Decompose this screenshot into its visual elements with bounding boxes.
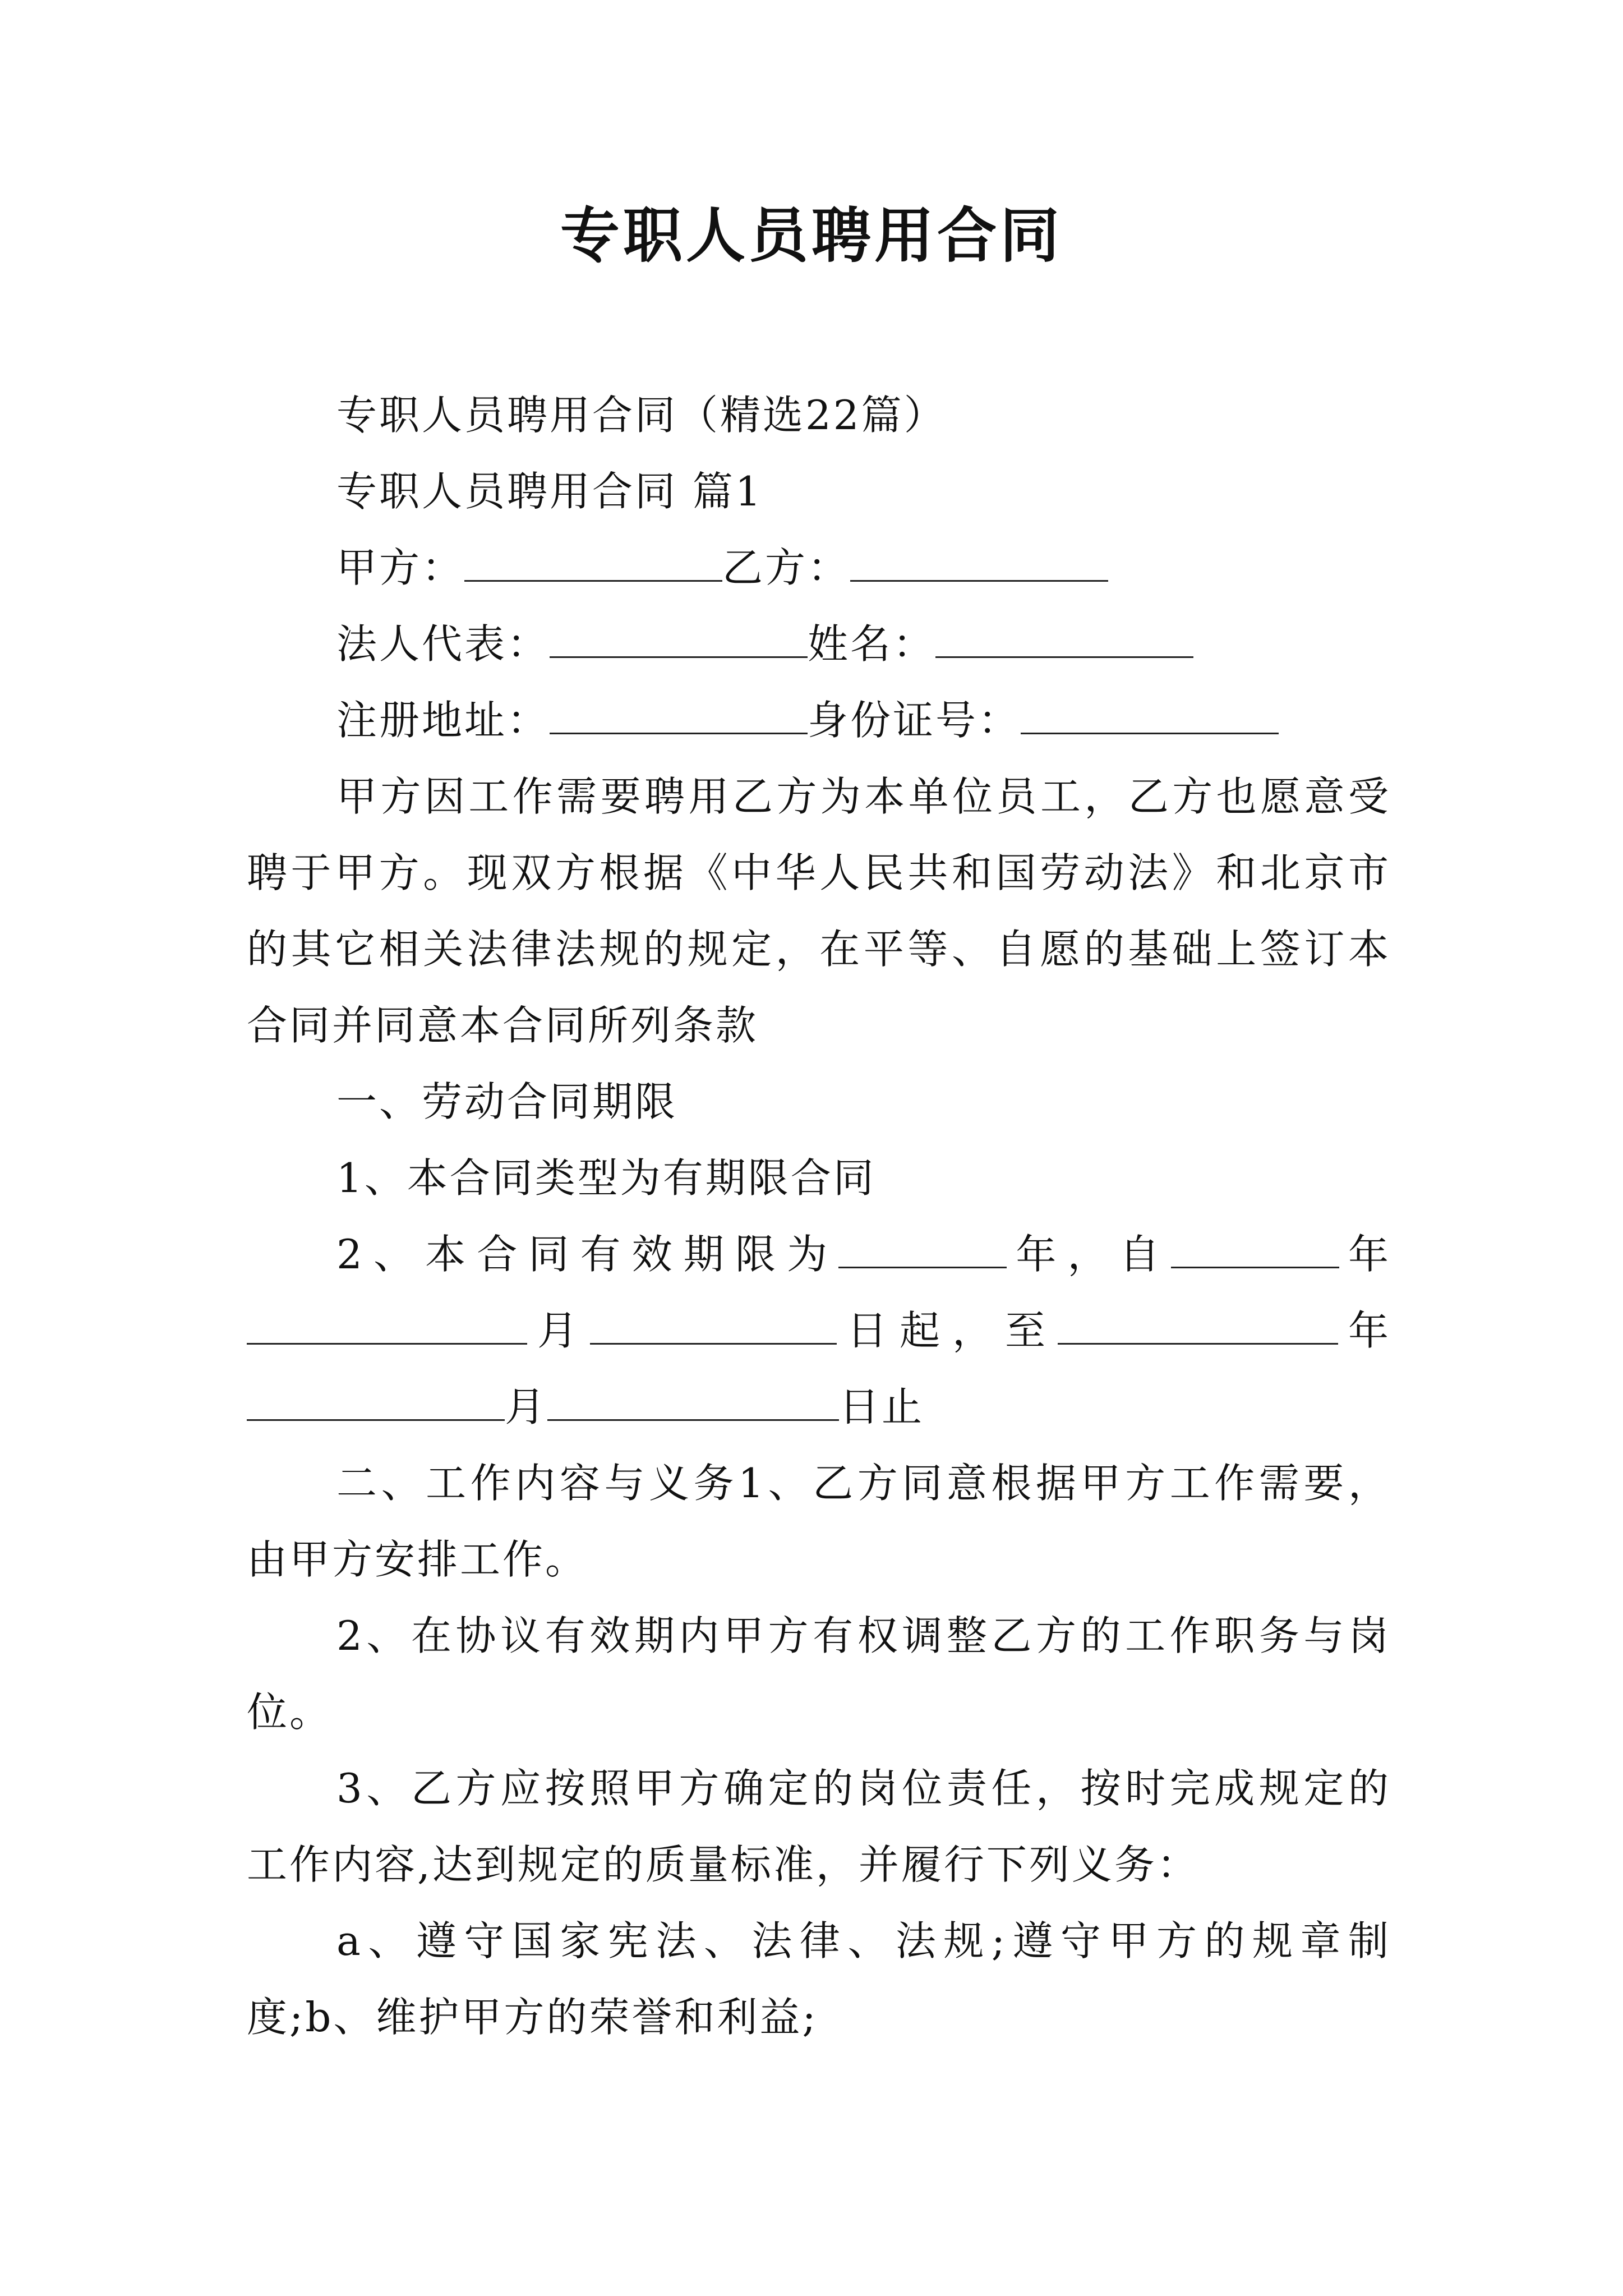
start-year-label: 年 <box>1339 1231 1391 1278</box>
end-day-label: 日止 <box>839 1383 925 1430</box>
section-2-item-3-line-1: 3、乙方应按照甲方确定的岗位责任，按时完成规定的 <box>336 1765 1391 1812</box>
section-1-item-2-line-3 <box>247 1379 1391 1435</box>
section-2-line-2: 由甲方安排工作。 <box>247 1536 588 1583</box>
legal-rep-blank <box>550 622 808 658</box>
start-day-blank <box>590 1308 837 1345</box>
party-a-blank <box>464 545 722 582</box>
intro-line-3: 的其它相关法律法规的规定，在平等、自愿的基础上签订本 <box>247 926 1391 973</box>
section-2-item-3a-line-1: a、遵守国家宪法、法律、法规;遵守甲方的规章制 <box>336 1917 1391 1964</box>
section-2-item-3-line-2: 工作内容,达到规定的质量标准，并履行下列义务： <box>247 1841 1200 1888</box>
start-year-blank <box>1171 1232 1339 1268</box>
section-1-heading: 一、劳动合同期限 <box>336 1078 678 1125</box>
start-month-label: 月 <box>527 1307 590 1354</box>
party-b-label: 乙方： <box>722 544 851 591</box>
end-year-blank <box>1058 1308 1338 1345</box>
section-heading: 专职人员聘用合同 篇1 <box>336 468 763 515</box>
term-year-label: 年 <box>1007 1231 1068 1278</box>
term-years-blank <box>838 1232 1007 1268</box>
end-day-blank <box>547 1384 839 1421</box>
party-b-blank <box>850 545 1108 582</box>
section-2-item-2-line-2: 位。 <box>247 1688 333 1736</box>
name-label: 姓名： <box>808 620 936 668</box>
party-line <box>336 540 1391 596</box>
start-day-label: 日起，至 <box>837 1307 1058 1354</box>
party-a-label: 甲方： <box>336 544 465 591</box>
id-blank <box>1021 698 1279 734</box>
legal-rep-line <box>336 616 1391 672</box>
subtitle: 专职人员聘用合同（精选22篇） <box>336 392 947 439</box>
legal-rep-label: 法人代表： <box>336 620 550 668</box>
section-2-item-2-line-1: 2、在协议有效期内甲方有权调整乙方的工作职务与岗 <box>336 1612 1391 1659</box>
end-month-blank <box>247 1384 505 1421</box>
id-label: 身份证号： <box>808 697 1021 744</box>
term-from-label: ，自 <box>1067 1231 1171 1278</box>
section-1-item-2-line-1 <box>336 1226 1391 1282</box>
section-2-item-3a-line-2: 度;b、维护甲方的荣誉和利益; <box>247 1994 818 2041</box>
document-title: 专职人员聘用合同 <box>560 200 1063 270</box>
address-line <box>336 692 1391 748</box>
address-label: 注册地址： <box>336 697 550 744</box>
end-year-label: 年 <box>1338 1307 1391 1354</box>
start-month-blank <box>247 1308 527 1345</box>
section-1-item-1: 1、本合同类型为有期限合同 <box>336 1154 876 1202</box>
address-blank <box>550 698 808 734</box>
end-month-label: 月 <box>505 1383 548 1430</box>
intro-line-1: 甲方因工作需要聘用乙方为本单位员工，乙方也愿意受 <box>336 773 1391 820</box>
section-1-item-2-line-2 <box>247 1303 1391 1359</box>
term-prefix: 2、本合同有效期限为 <box>336 1231 839 1278</box>
intro-line-2: 聘于甲方。现双方根据《中华人民共和国劳动法》和北京市 <box>247 849 1391 896</box>
intro-line-4: 合同并同意本合同所列条款 <box>247 1002 759 1049</box>
name-blank <box>935 622 1193 658</box>
section-2-line-1: 二、工作内容与义务1、乙方同意根据甲方工作需要， <box>336 1460 1391 1507</box>
